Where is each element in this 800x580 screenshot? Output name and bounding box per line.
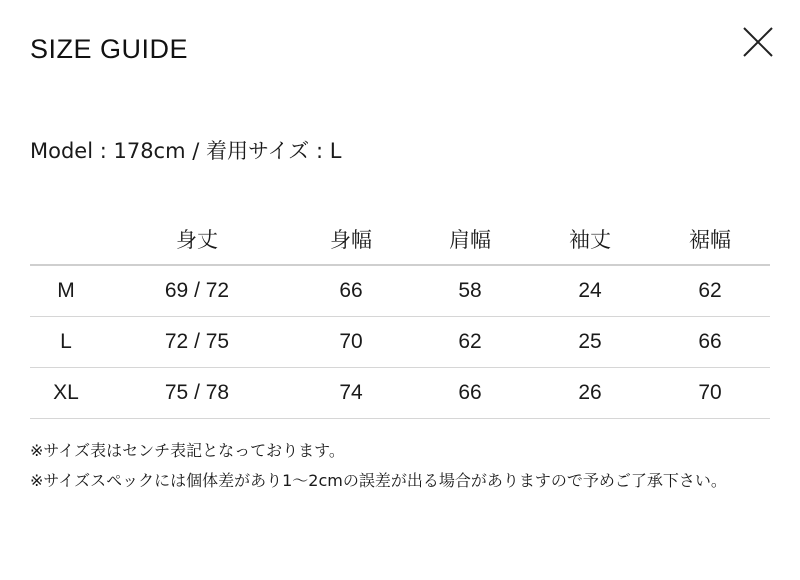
table-cell: 70 [292,317,410,368]
table-cell: 66 [410,368,530,419]
table-cell: 69 / 72 [102,265,292,317]
column-header-length: 身丈 [102,214,292,265]
notes [30,436,770,496]
table-cell: 62 [650,265,770,317]
close-button[interactable] [740,24,776,60]
column-header-width: 身幅 [292,214,410,265]
column-header-hem: 裾幅 [650,214,770,265]
table-cell: 74 [292,368,410,419]
note-text: ※サイズ表はセンチ表記となっております。 [30,441,345,460]
table-cell: 24 [530,265,650,317]
table-cell: 62 [410,317,530,368]
table-cell: 26 [530,368,650,419]
table-cell: 66 [292,265,410,317]
column-header-sleeve: 袖丈 [530,214,650,265]
table-cell: M [30,265,102,317]
table-cell: 58 [410,265,530,317]
column-header-size [30,214,102,265]
table-cell: XL [30,368,102,419]
table-row [30,265,770,317]
table-cell: 66 [650,317,770,368]
table-cell: 75 / 78 [102,368,292,419]
column-header-shoulder: 肩幅 [410,214,530,265]
note-text: ※サイズスペックには個体差があり1～2cmの誤差が出る場合がありますので予めご了承下さい。 [30,471,727,490]
size-table [30,214,770,419]
page-title: SIZE GUIDE [30,34,189,64]
table-cell: 72 / 75 [102,317,292,368]
table-cell: L [30,317,102,368]
model-info: Model : 178cm / 着用サイズ : L [30,139,342,163]
table-cell: 25 [530,317,650,368]
close-icon [740,24,776,60]
table-row [30,368,770,419]
table-row [30,317,770,368]
table-cell: 70 [650,368,770,419]
table-header-row [30,214,770,265]
